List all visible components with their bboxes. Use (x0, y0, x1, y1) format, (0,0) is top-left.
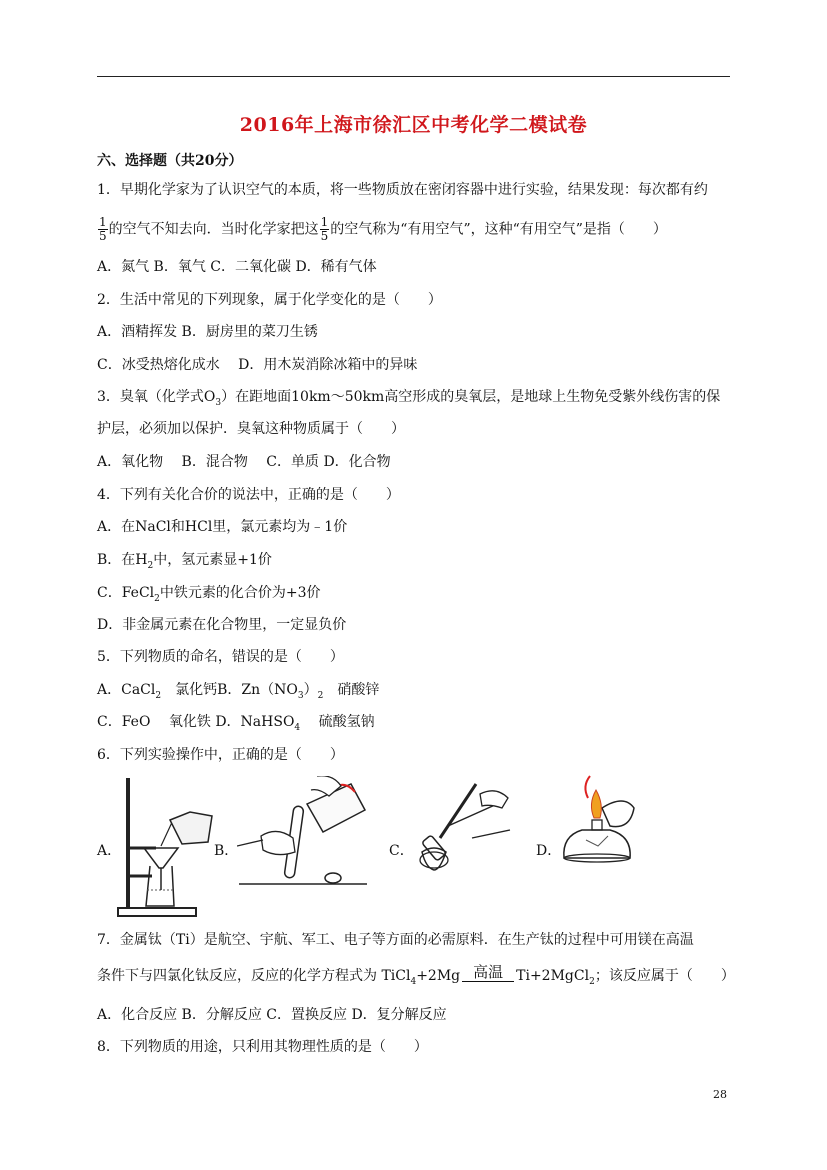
q3-stem-line2: 护层，必须加以保护．臭氧这种物质属于（ ） (97, 421, 405, 437)
q6-stem: 6．下列实验操作中，正确的是（ ） (97, 747, 344, 763)
q6-label-a: A． (97, 843, 122, 859)
q5-options-cd: C．FeO 氧化铁 D．NaHSO$_4$ 硫酸氢钠 (97, 714, 375, 733)
fraction: $\frac{1}{5}$ (99, 215, 107, 243)
q4-stem: 4．下列有关化合价的说法中，正确的是（ ） (97, 487, 400, 503)
q6-label-c: C． (389, 843, 414, 859)
q2-stem: 2．生活中常见的下列现象，属于化学变化的是（ ） (97, 292, 442, 308)
q2-options-1: A．酒精挥发 B．厨房里的菜刀生锈 (97, 324, 318, 340)
q1-options: A．氮气 B．氧气 C．二氧化碳 D．稀有气体 (97, 259, 377, 275)
alcohol-lamp-image (558, 774, 640, 864)
q7-stem-line1: 7．金属钛（Ti）是航空、宇航、军工、电子等方面的必需原料．在生产钛的过程中可用镁在高温 (97, 932, 694, 948)
q6-label-b: B． (214, 843, 239, 859)
page-number: 28 (713, 1088, 727, 1101)
q4-option-c: C．FeCl$_2$中铁元素的化合价为+3价 (97, 585, 321, 604)
fraction: $\frac{1}{5}$ (320, 215, 329, 243)
header-rule (97, 76, 730, 77)
q5-options-ab: A．CaCl$_2$ 氯化钙B．$Zn(NO_3)_2$ 硝酸锌 (97, 682, 380, 701)
q7-options: A．化合反应 B．分解反应 C．置换反应 D．复分解反应 (97, 1007, 447, 1023)
q3-options: A．氧化物 B．混合物 C．单质 D．化合物 (97, 454, 391, 470)
q7-stem-line2: 条件下与四氯化钛反应，反应的化学方程式为 TiCl$_4$+2Mg 高温 Ti+2MgCl$_2$；该反应属于（ ） (97, 962, 735, 987)
q2-options-2: C．冰受热熔化成水 D．用木炭消除冰箱中的异味 (97, 357, 418, 373)
q6-label-d: D． (536, 843, 562, 859)
reaction-condition: 高温 (462, 963, 514, 982)
q1-stem-line2: $\frac{1}{5}$ 的空气不知去向．当时化学家把这 $\frac{1}{5}$ 的空气称为“有用空气”，这种“有用空气”是指（ ） (99, 215, 667, 243)
q4-option-a: A．在NaCl和HCl里，氯元素均为﹣1价 (97, 519, 348, 535)
section-heading: 六、选择题（共20分） (97, 153, 243, 169)
page-title: 2016年上海市徐汇区中考化学二模试卷 (239, 114, 588, 136)
q3-stem-line1: 3．臭氧（化学式$O_3$）在距地面10km～50km高空形成的臭氧层，是地球上生物免受紫外线伤害的保 (97, 389, 721, 408)
q1-stem-line1: 1．早期化学家为了认识空气的本质，将一些物质放在密闭容器中进行实验，结果发现：每次都有约 (97, 182, 708, 198)
q8-stem: 8．下列物质的用途，只利用其物理性质的是（ ） (97, 1039, 428, 1055)
filtration-apparatus-image (116, 772, 216, 918)
heating-test-tube-image (410, 778, 522, 874)
pouring-liquid-image (237, 776, 369, 886)
q4-option-b: B．在$H_2$中，氢元素显+1价 (97, 552, 272, 571)
q5-stem: 5．下列物质的命名，错误的是（ ） (97, 649, 344, 665)
q4-option-d: D．非金属元素在化合物里，一定显负价 (97, 617, 347, 633)
